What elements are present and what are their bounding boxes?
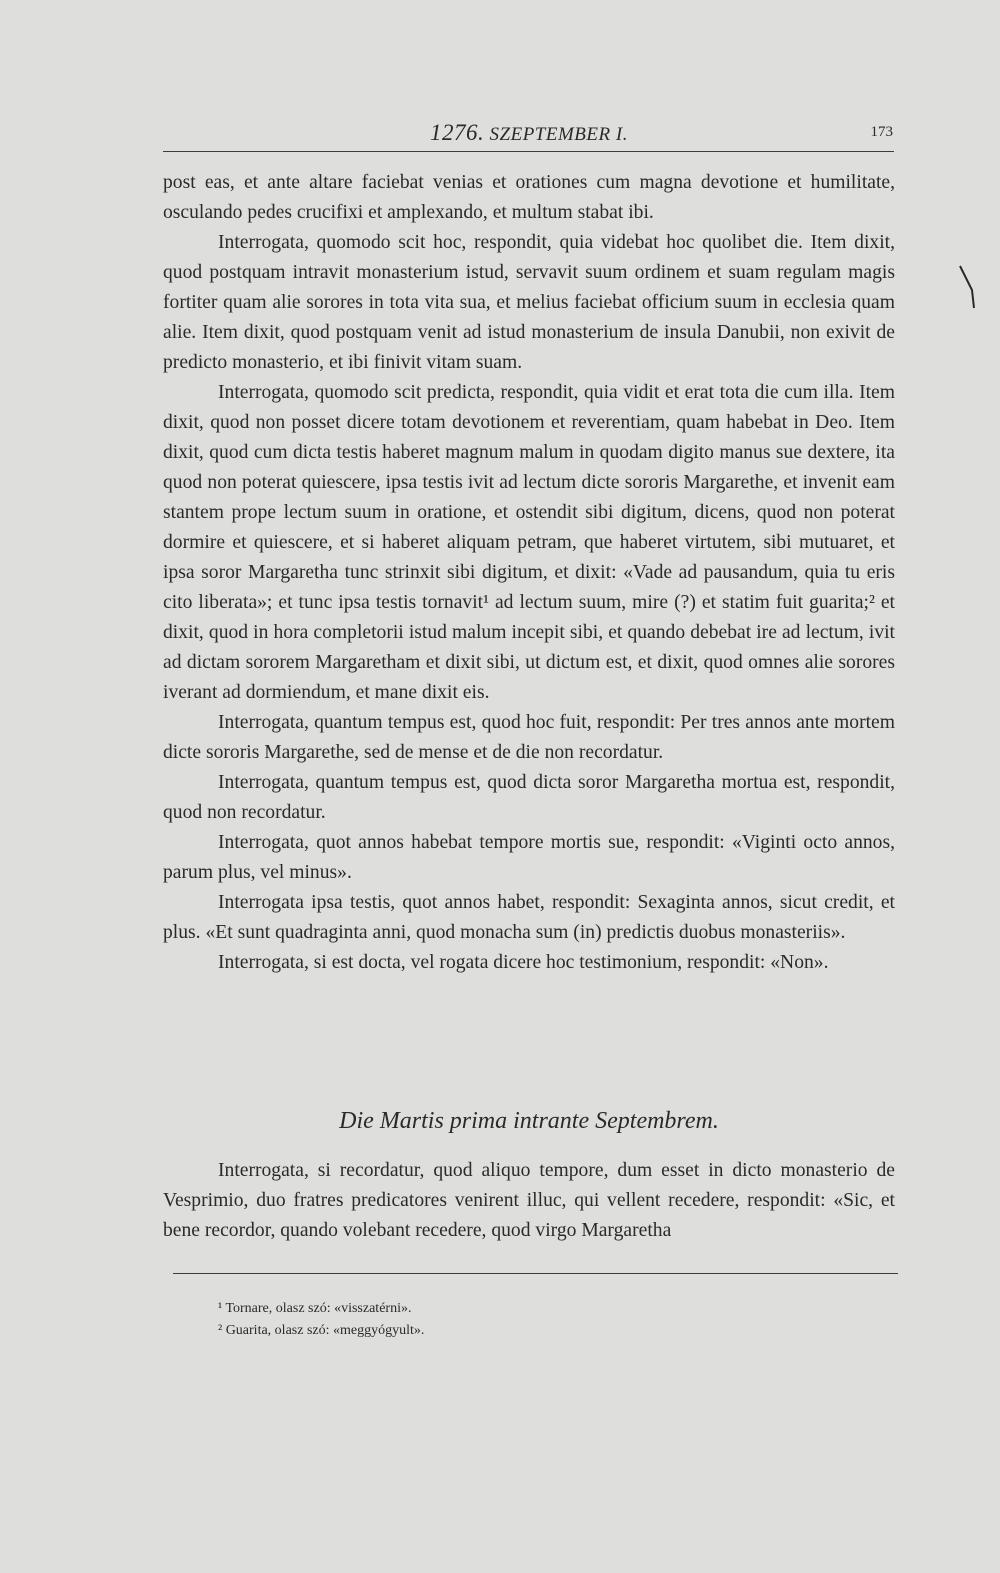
header-year: 1276. [430, 120, 485, 145]
header-date: SZEPTEMBER I. [489, 124, 628, 145]
header-title [163, 120, 895, 146]
paragraph: Interrogata ipsa testis, quot annos habet, respondit: Sexaginta annos, sicut credit, et plus. «Et sunt quadraginta anni, quod monacha sum (in) predictis duobus monasteriis». [163, 892, 895, 943]
section-heading: Die Martis prima intrante Septembrem. [339, 1108, 719, 1134]
paragraph: Interrogata, quantum tempus est, quod hoc fuit, respondit: Per tres annos ante mortem dicte sororis Margarethe, sed de mense et de die non recordatur. [163, 712, 895, 763]
section-text [163, 1156, 895, 1246]
running-header [163, 118, 895, 152]
main-text [163, 168, 895, 978]
header-rule [163, 151, 894, 152]
margin-pencil-mark [958, 262, 988, 312]
paragraph: Interrogata, quomodo scit hoc, respondit, quia videbat hoc quolibet die. Item dixit, quod postquam intravit monasterium istud, servavit suum ordinem et suam regulam magis fortiter quam alie sorores in tota vita sua, et melius faciebat officium suum in ecclesia quam alie. Item dixit, quod postquam venit ad istud monasterium de insula Danubii, non exivit de predicto monasterio, et ibi finivit vitam suam. [163, 232, 895, 373]
paragraph: Interrogata, si recordatur, quod aliquo tempore, dum esset in dicto monasterio de Vesprimio, duo fratres predicatores venirent illuc, qui vellent recedere, respondit: «Sic, et bene recordor, quando volebant recedere, quod virgo Margaretha [163, 1160, 895, 1241]
paragraph: Interrogata, si est docta, vel rogata dicere hoc testimonium, respondit: «Non». [218, 952, 829, 973]
paragraph: Interrogata, quot annos habebat tempore mortis sue, respondit: «Viginti octo annos, parum plus, vel minus». [163, 832, 895, 883]
paragraph: Interrogata, quantum tempus est, quod dicta soror Margaretha mortua est, respondit, quod non recordatur. [163, 772, 895, 823]
paragraph: Interrogata, quomodo scit predicta, respondit, quia vidit et erat tota die cum illa. Item dixit, quod non posset dicere totam devotionem et reverentiam, quam habebat in Deo. Item dixit, quod cum dicta testis haberet magnum malum in quodam digito manus sue dextere, ita quod non poterat quiescere, ipsa testis ivit ad lectum dicte sororis Margarethe, et invenit eam stantem prope lectum suum in oratione, et ostendit sibi digitum, dicens, quod non poterat dormire et quiescere, et si haberet aliquam petram, que haberet virtutem, sibi mutuaret, et ipsa soror Margaretha tunc strinxit sibi digitum, et dixit: «Vade ad pausandum, quia tu eris cito liberata»; et tunc ipsa testis tornavit¹ ad lectum suum, mire (?) et statim fuit guarita;² et dixit, quod in hora completorii istud malum incepit sibi, et quando debebat ire ad lectum, ivit ad dictam sororem Margaretham et dixit sibi, ut dictum est, et dixit, quod omnes alie sorores iverant ad dormiendum, et mane dixit eis. [163, 382, 895, 703]
page-number: 173 [870, 124, 893, 140]
footnote: ² Guarita, olasz szó: «meggyógyult». [218, 1323, 425, 1338]
footnote-rule [173, 1273, 898, 1274]
footnote: ¹ Tornare, olasz szó: «visszatérni». [218, 1301, 412, 1316]
footnotes [218, 1298, 818, 1342]
paragraph: post eas, et ante altare faciebat venias et orationes cum magna devotione et humilitate, osculando pedes crucifixi et amplexando, et multum stabat ibi. [163, 172, 895, 223]
